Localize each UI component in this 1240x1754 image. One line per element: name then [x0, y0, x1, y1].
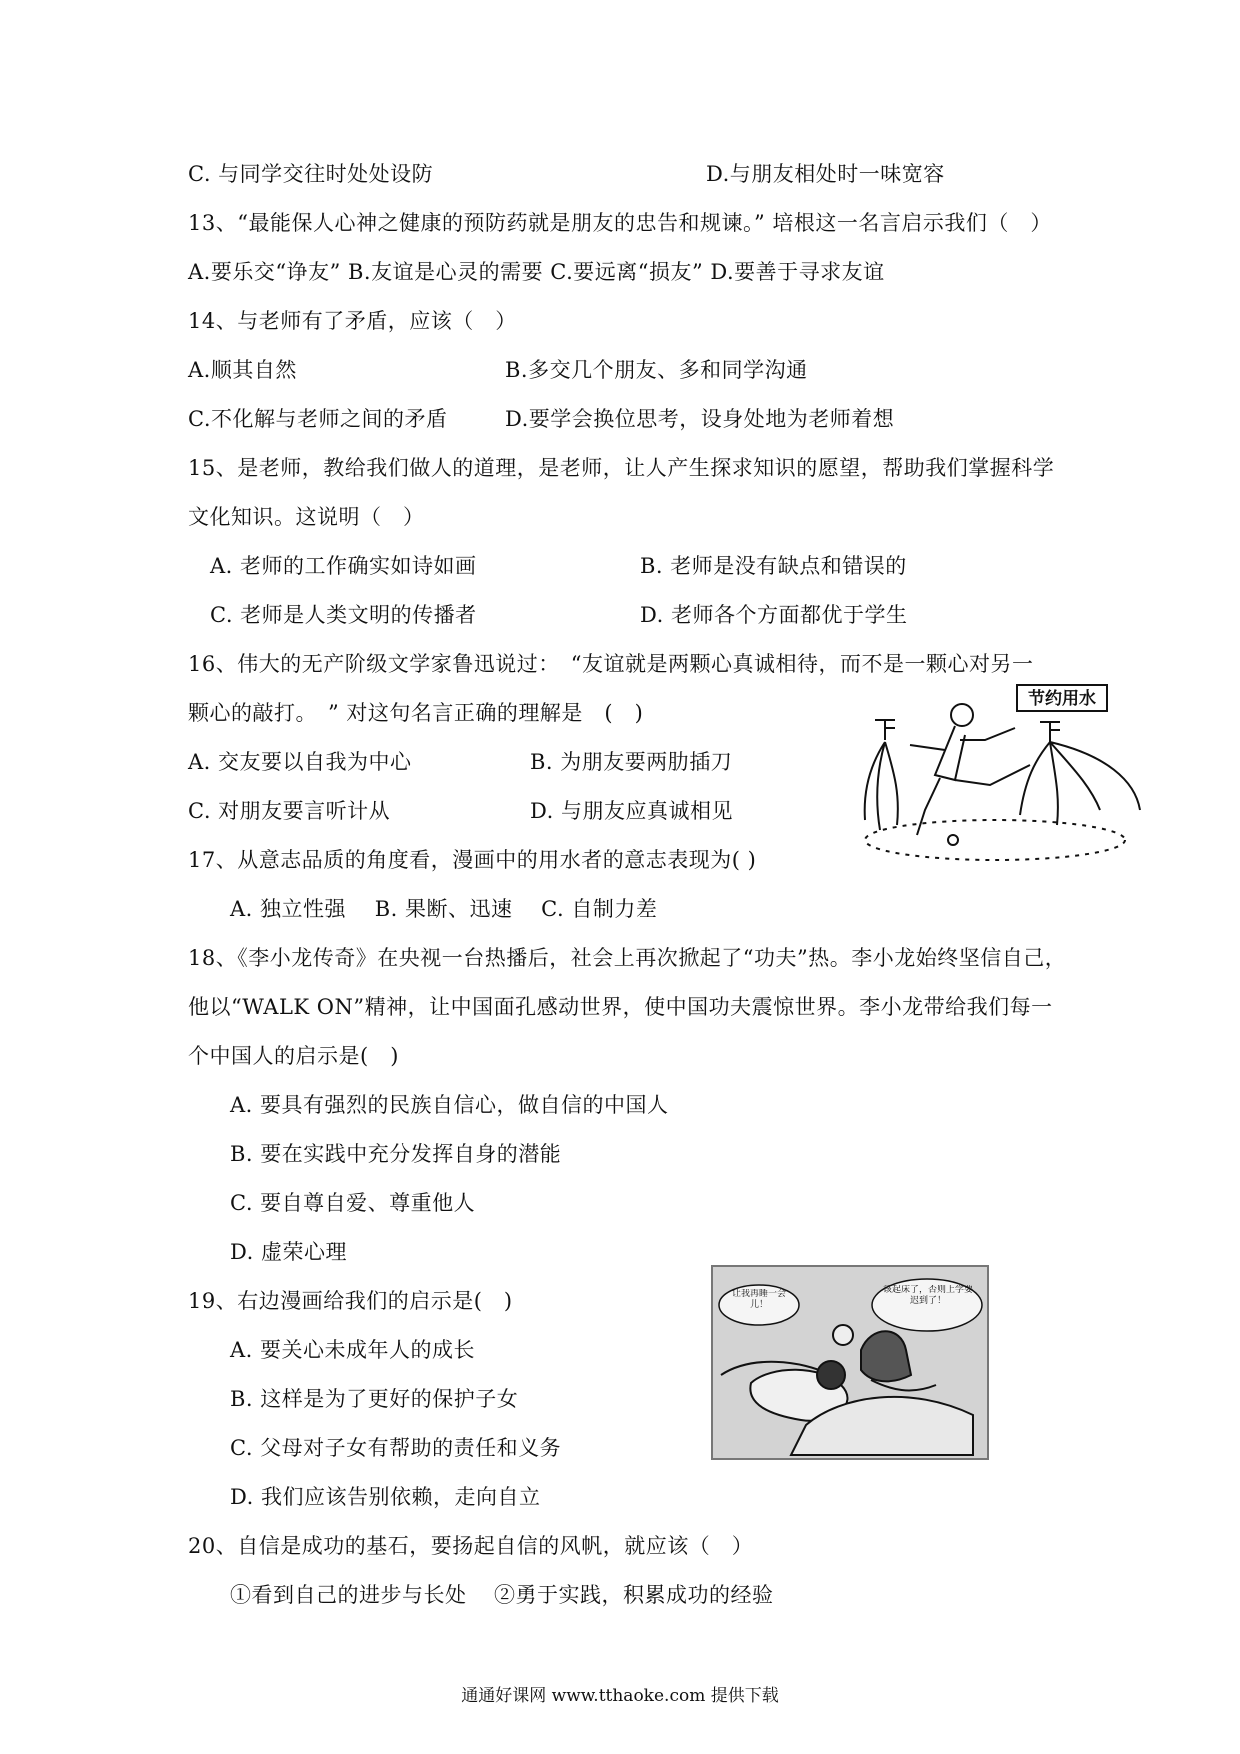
- q16-option-c: C. 对朋友要言听计从: [188, 799, 391, 823]
- q12-option-c: C. 与同学交往时处处设防: [188, 162, 434, 186]
- q15-option-c: C. 老师是人类文明的传播者: [210, 603, 477, 627]
- q14-option-d: D.要学会换位思考，设身处地为老师着想: [505, 407, 895, 431]
- q19-option-c: C. 父母对子女有帮助的责任和义务: [230, 1436, 562, 1460]
- q18-option-a: A. 要具有强烈的民族自信心，做自信的中国人: [230, 1093, 669, 1117]
- wake-up-cartoon: [711, 1265, 989, 1460]
- q15-option-d: D. 老师各个方面都优于学生: [640, 603, 908, 627]
- q18-option-d: D. 虚荣心理: [230, 1240, 347, 1264]
- q14-question: 14、与老师有了矛盾，应该（ ）: [188, 309, 517, 333]
- q13-question: 13、“最能保人心神之健康的预防药就是朋友的忠告和规谏。” 培根这一名言启示我们（ ）: [188, 211, 1052, 235]
- q15-question-line1: 15、是老师，教给我们做人的道理，是老师，让人产生探求知识的愿望，帮助我们掌握科学: [188, 456, 1055, 480]
- q15-option-a: A. 老师的工作确实如诗如画: [210, 554, 477, 578]
- q18-option-c: C. 要自尊自爱、尊重他人: [230, 1191, 476, 1215]
- q12-option-d: D.与朋友相处时一味宽容: [706, 162, 945, 186]
- q19-option-d: D. 我们应该告别依赖，走向自立: [230, 1485, 541, 1509]
- q14-option-a: A.顺其自然: [188, 358, 297, 382]
- footer-download-note: 通通好课网 www.tthaoke.com 提供下载: [461, 1686, 779, 1706]
- q17-options: A. 独立性强 B. 果断、迅速 C. 自制力差: [230, 897, 658, 921]
- q20-option-2: ②勇于实践，积累成功的经验: [494, 1583, 774, 1607]
- q18-question-line3: 个中国人的启示是( ): [188, 1044, 399, 1068]
- q16-option-a: A. 交友要以自我为中心: [188, 750, 412, 774]
- q16-question-line2: 颗心的敲打。 ” 对这句名言正确的理解是 ( ): [188, 701, 644, 725]
- q19-option-b: B. 这样是为了更好的保护子女: [230, 1387, 519, 1411]
- q19-option-a: A. 要关心未成年人的成长: [230, 1338, 476, 1362]
- q18-question-line2: 他以“WALK ON”精神，让中国面孔感动世界，使中国功夫震惊世界。李小龙带给我们每一: [188, 995, 1053, 1019]
- q14-option-c: C.不化解与老师之间的矛盾: [188, 407, 448, 431]
- cartoon-sign-text: 节约用水: [1028, 689, 1096, 708]
- q18-question-line1: 18、《李小龙传奇》在央视一台热播后，社会上再次掀起了“功夫”热。李小龙始终坚信自己，: [188, 946, 1067, 970]
- water-saving-cartoon: [855, 680, 1150, 865]
- q13-options: A.要乐交“诤友” B.友谊是心灵的需要 C.要远离“损友” D.要善于寻求友谊: [188, 260, 885, 284]
- q15-option-b: B. 老师是没有缺点和错误的: [640, 554, 907, 578]
- q20-question: 20、自信是成功的基石，要扬起自信的风帆，就应该（ ）: [188, 1534, 754, 1558]
- q18-option-b: B. 要在实践中充分发挥自身的潜能: [230, 1142, 562, 1166]
- bubble-right-text: 该起床了，否则上学要迟到了！: [882, 1285, 973, 1306]
- q19-question: 19、右边漫画给我们的启示是( ): [188, 1289, 513, 1313]
- q20-option-1: ①看到自己的进步与长处: [230, 1583, 467, 1607]
- q16-question-line1: 16、伟大的无产阶级文学家鲁迅说过： “友谊就是两颗心真诚相待，而不是一颗心对另一: [188, 652, 1034, 676]
- q17-question: 17、从意志品质的角度看，漫画中的用水者的意志表现为( ): [188, 848, 757, 872]
- q16-option-d: D. 与朋友应真诚相见: [530, 799, 733, 823]
- q16-option-b: B. 为朋友要两肋插刀: [530, 750, 733, 774]
- q15-question-line2: 文化知识。这说明（ ）: [188, 505, 425, 529]
- bubble-left-text: 让我再睡一会儿！: [731, 1289, 786, 1310]
- q14-option-b: B.多交几个朋友、多和同学沟通: [505, 358, 808, 382]
